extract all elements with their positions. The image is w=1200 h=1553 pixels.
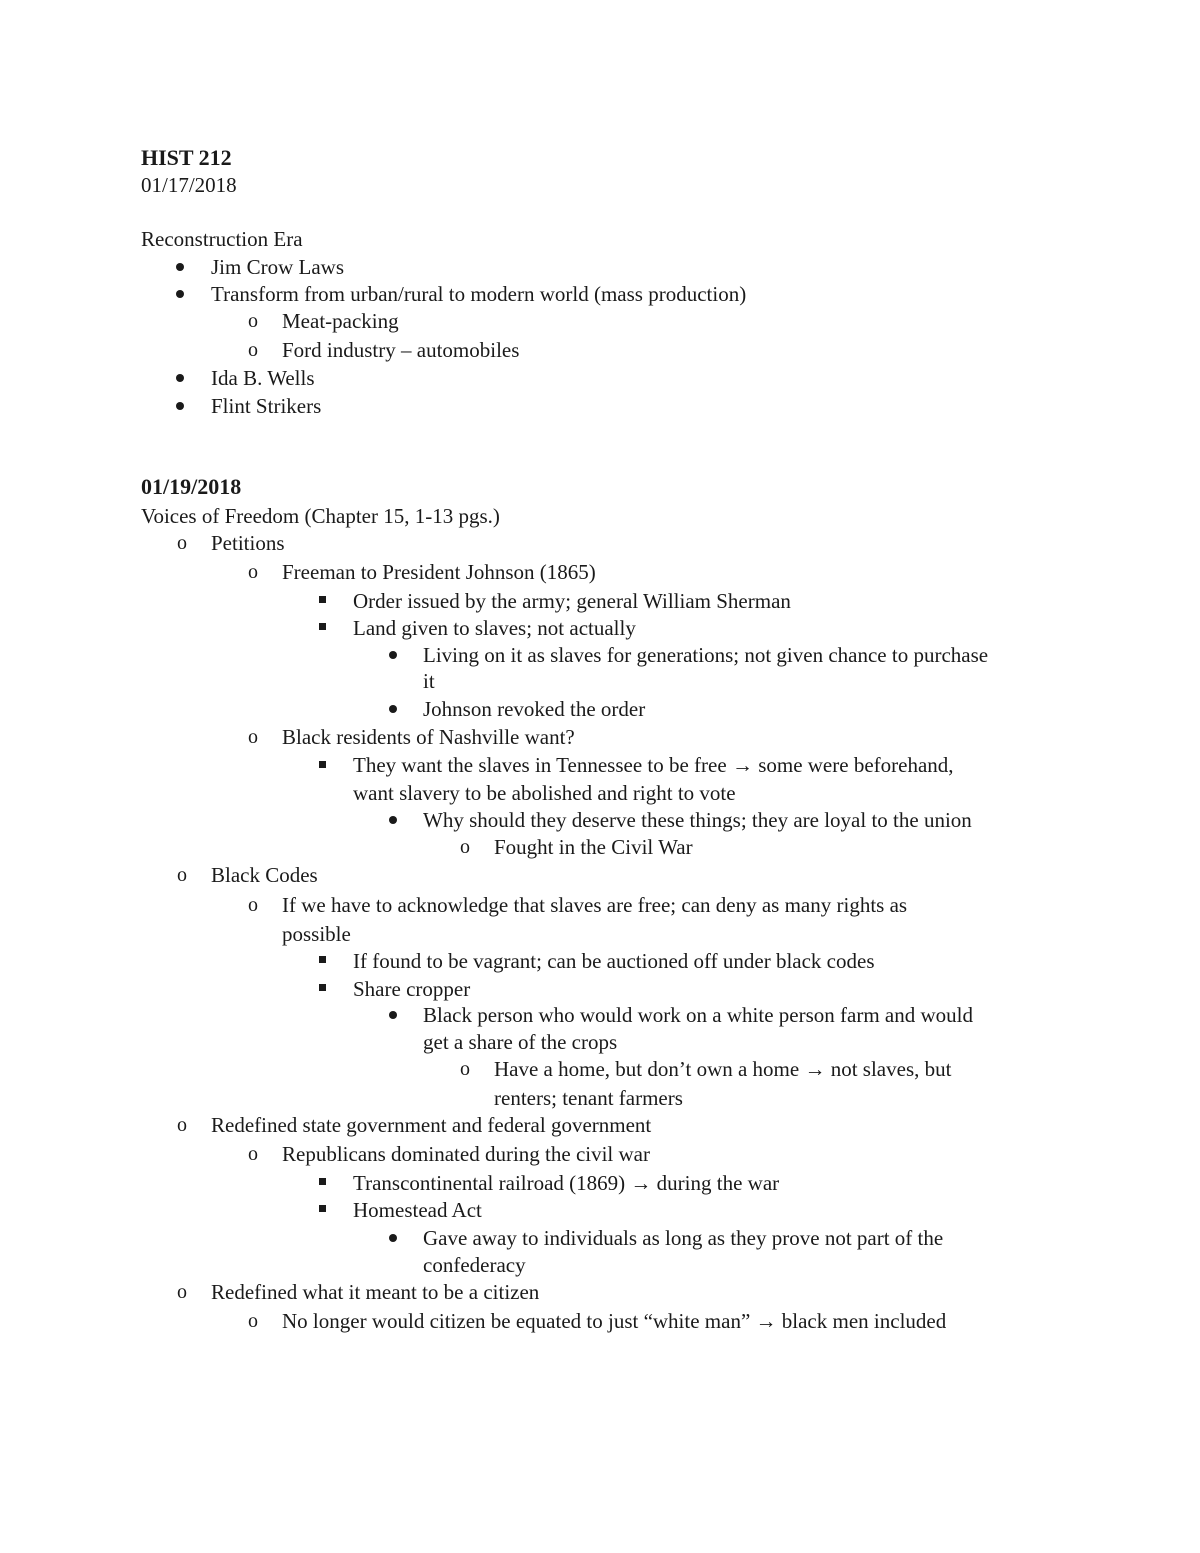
list-item-text: Have a home, but don’t own a home [494, 1057, 800, 1081]
list-item: Redefined state government and federal government [211, 1113, 652, 1137]
list-item: Jim Crow Laws [211, 255, 344, 279]
list-item: Black Codes [211, 863, 318, 887]
list-item-text: Transcontinental railroad (1869) [353, 1171, 626, 1195]
square-bullet-icon [319, 761, 326, 768]
list-item: Black person who would work on a white person farm and would [423, 1003, 973, 1027]
list-item-text: They want the slaves in Tennessee to be free [353, 753, 727, 777]
topic-heading-2: Voices of Freedom (Chapter 15, 1-13 pgs.) [141, 504, 500, 528]
list-item: Gave away to individuals as long as they prove not part of the [423, 1226, 944, 1250]
square-bullet-icon [319, 956, 326, 963]
disc-bullet-icon [176, 402, 184, 410]
list-item: If we have to acknowledge that slaves are free; can deny as many rights as [282, 893, 908, 917]
list-item: Johnson revoked the order [423, 697, 646, 721]
list-item: Petitions [211, 531, 285, 555]
list-item: Fought in the Civil War [494, 835, 693, 859]
list-item-continuation: renters; tenant farmers [494, 1086, 683, 1110]
arrow-right-icon: → [630, 1171, 652, 1195]
list-item-continuation: confederacy [423, 1253, 526, 1277]
list-item: If found to be vagrant; can be auctioned off under black codes [353, 949, 875, 973]
list-item [353, 752, 954, 778]
list-item-continuation: want slavery to be abolished and right to vote [353, 781, 736, 805]
list-item-continuation: possible [282, 922, 351, 946]
list-item-text: during the war [656, 1171, 780, 1195]
square-bullet-icon [319, 1178, 326, 1185]
list-item: Order issued by the army; general William Sherman [353, 589, 791, 613]
list-item: Ida B. Wells [211, 366, 315, 390]
list-item: Republicans dominated during the civil war [282, 1142, 650, 1166]
disc-bullet-icon [389, 651, 397, 659]
list-item: Transform from urban/rural to modern world (mass production) [211, 282, 747, 306]
circle-bullet-icon: o [248, 339, 258, 361]
list-item-text: not slaves, but [830, 1057, 952, 1081]
list-item [282, 1308, 946, 1334]
list-item: Homestead Act [353, 1198, 482, 1222]
arrow-right-icon: → [731, 753, 753, 777]
arrow-right-icon: → [804, 1057, 826, 1081]
disc-bullet-icon [389, 1011, 397, 1019]
list-item-continuation: get a share of the crops [423, 1030, 618, 1054]
list-item [494, 1056, 951, 1082]
list-item: Black residents of Nashville want? [282, 725, 575, 749]
list-item: Ford industry – automobiles [282, 338, 520, 362]
circle-bullet-icon: o [177, 1281, 187, 1303]
arrow-right-icon: → [755, 1309, 777, 1333]
circle-bullet-icon: o [248, 561, 258, 583]
list-item-text: No longer would citizen be equated to just “white man” [282, 1309, 751, 1333]
disc-bullet-icon [389, 1234, 397, 1242]
disc-bullet-icon [176, 374, 184, 382]
square-bullet-icon [319, 1205, 326, 1212]
list-item: Flint Strikers [211, 394, 322, 418]
circle-bullet-icon: o [460, 1058, 470, 1080]
date-heading-2: 01/19/2018 [141, 474, 242, 499]
circle-bullet-icon: o [248, 894, 258, 916]
list-item: Meat-packing [282, 309, 399, 333]
circle-bullet-icon: o [248, 726, 258, 748]
disc-bullet-icon [389, 816, 397, 824]
circle-bullet-icon: o [177, 1114, 187, 1136]
square-bullet-icon [319, 596, 326, 603]
course-title: HIST 212 [141, 145, 232, 170]
date-heading-1: 01/17/2018 [141, 173, 237, 197]
list-item-text: black men included [781, 1309, 947, 1333]
disc-bullet-icon [176, 263, 184, 271]
list-item [353, 1170, 779, 1196]
disc-bullet-icon [176, 290, 184, 298]
topic-heading-1: Reconstruction Era [141, 227, 303, 251]
circle-bullet-icon: o [248, 310, 258, 332]
list-item: Freeman to President Johnson (1865) [282, 560, 596, 584]
list-item: Living on it as slaves for generations; not given chance to purchase [423, 643, 989, 667]
square-bullet-icon [319, 623, 326, 630]
circle-bullet-icon: o [177, 864, 187, 886]
circle-bullet-icon: o [460, 836, 470, 858]
list-item: Redefined what it meant to be a citizen [211, 1280, 540, 1304]
list-item: Share cropper [353, 977, 471, 1001]
circle-bullet-icon: o [177, 532, 187, 554]
disc-bullet-icon [389, 705, 397, 713]
circle-bullet-icon: o [248, 1310, 258, 1332]
circle-bullet-icon: o [248, 1143, 258, 1165]
list-item-continuation: it [423, 669, 435, 693]
list-item: Land given to slaves; not actually [353, 616, 636, 640]
list-item-text: some were beforehand, [758, 753, 954, 777]
square-bullet-icon [319, 984, 326, 991]
list-item: Why should they deserve these things; they are loyal to the union [423, 808, 972, 832]
